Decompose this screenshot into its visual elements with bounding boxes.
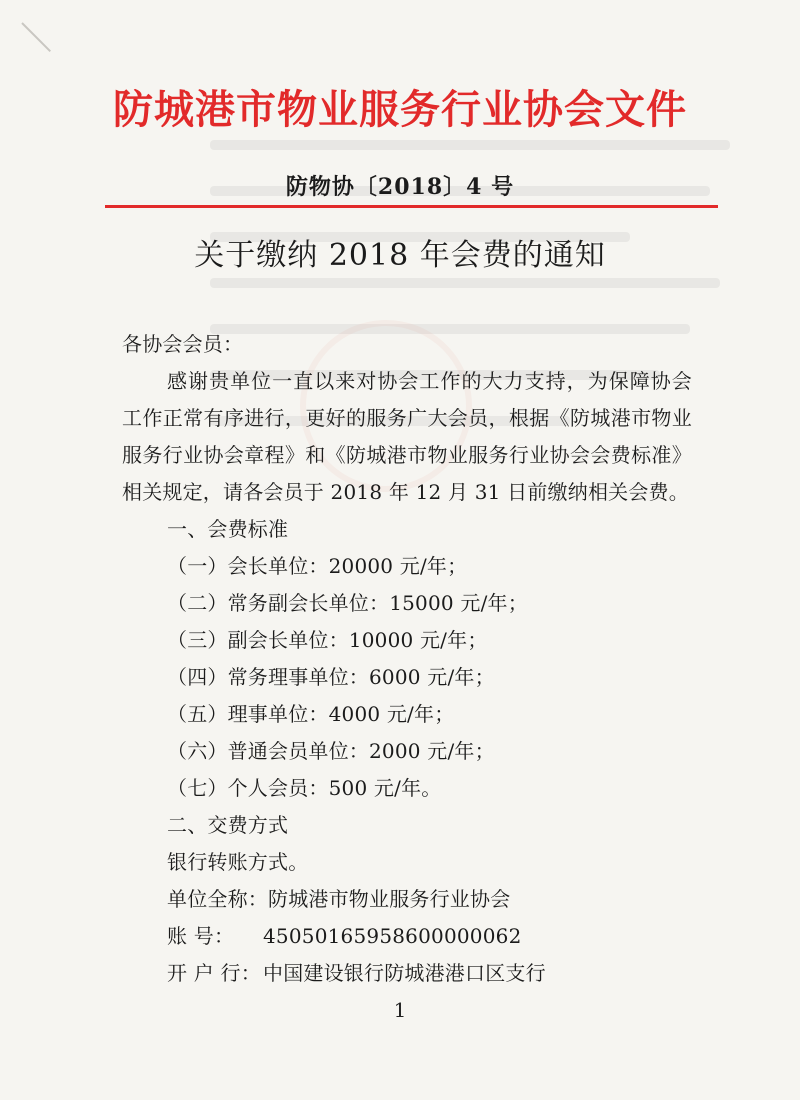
ghost-line bbox=[210, 278, 720, 288]
account-number-label: 账 号： bbox=[167, 924, 235, 948]
account-name-row bbox=[122, 881, 692, 918]
bank-value: 中国建设银行防城港港口区支行 bbox=[263, 961, 546, 985]
account-number-row bbox=[122, 918, 692, 955]
paper-fold-mark bbox=[21, 22, 51, 52]
document-number: 防物协〔2018〕4 号 bbox=[285, 174, 515, 200]
document-body bbox=[122, 326, 692, 992]
fee-item: （一）会长单位：20000 元/年； bbox=[167, 554, 468, 578]
fee-item: （三）副会长单位：10000 元/年； bbox=[167, 628, 488, 652]
fee-item: （五）理事单位：4000 元/年； bbox=[167, 702, 455, 726]
ghost-line bbox=[210, 140, 730, 150]
document-header-title: 防城港市物业服务行业协会文件 bbox=[113, 86, 687, 133]
bank-row bbox=[122, 955, 692, 992]
bank-label: 开 户 行： bbox=[167, 961, 261, 985]
account-number-value: 45050165958600000062 bbox=[263, 924, 522, 948]
fee-item: （六）普通会员单位：2000 元/年； bbox=[167, 739, 495, 763]
payment-method: 银行转账方式。 bbox=[167, 850, 309, 874]
salutation: 各协会会员： bbox=[122, 332, 244, 356]
payment-heading: 二、交费方式 bbox=[167, 813, 289, 837]
main-paragraph: 感谢贵单位一直以来对协会工作的大力支持，为保障协会工作正常有序进行，更好的服务广大会员，根据《防城港市物业服务行业协会章程》和《防城港市物业服务行业协会会费标准》相关规定，请各会员于 2018 年 12 月 31 日前缴纳相关会费。 bbox=[122, 369, 692, 504]
notice-title: 关于缴纳 2018 年会费的通知 bbox=[194, 238, 606, 273]
account-name-label: 单位全称： bbox=[167, 887, 268, 911]
fee-standard-heading: 一、会费标准 bbox=[167, 517, 289, 541]
header-red-rule bbox=[105, 205, 718, 208]
fee-item: （二）常务副会长单位：15000 元/年； bbox=[167, 591, 528, 615]
fee-item: （七）个人会员：500 元/年。 bbox=[167, 776, 442, 800]
fee-item: （四）常务理事单位：6000 元/年； bbox=[167, 665, 495, 689]
account-name-value: 防城港市物业服务行业协会 bbox=[268, 887, 511, 911]
page-number: 1 bbox=[393, 998, 407, 1022]
